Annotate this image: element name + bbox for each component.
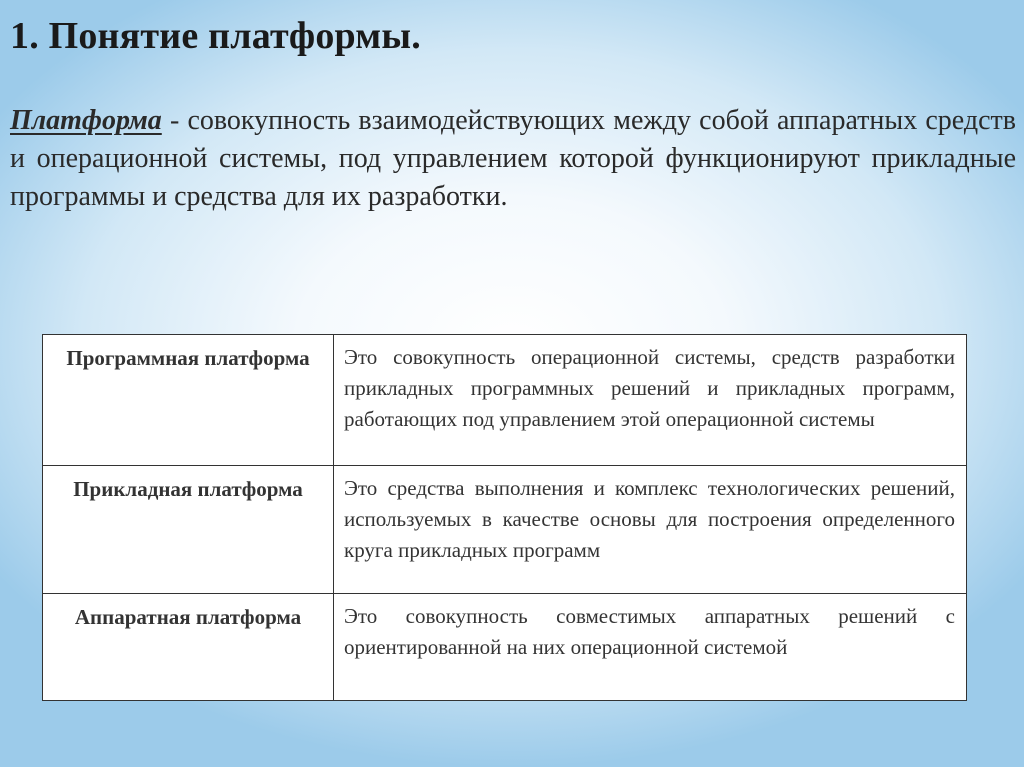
platform-description-cell: Это совокупность операционной системы, средств разработки прикладных программных решений и прикладных программ, работающих под управлением этой операционной системы <box>334 335 967 466</box>
platform-type-cell: Прикладная платформа <box>43 466 334 594</box>
definition-text: - совокупность взаимодействующих между собой аппаратных средств и операционной системы, под управлением которой функционируют прикладные программы и средства для их разработки. <box>10 105 1016 212</box>
definition-paragraph <box>10 102 1016 216</box>
definition-term: Платформа <box>10 105 162 136</box>
platforms-table <box>42 334 967 701</box>
table-row <box>43 466 967 594</box>
platform-description-cell: Это средства выполнения и комплекс технологических решений, используемых в качестве основы для построения определенного круга прикладных программ <box>334 466 967 594</box>
platform-description-cell: Это совокупность совместимых аппаратных решений с ориентированной на них операционной системой <box>334 594 967 701</box>
slide-title: 1. Понятие платформы. <box>10 15 421 57</box>
platforms-table-container <box>42 334 967 700</box>
table-row <box>43 594 967 701</box>
platform-type-cell: Программная платформа <box>43 335 334 466</box>
table-row <box>43 335 967 466</box>
platform-type-cell: Аппаратная платформа <box>43 594 334 701</box>
